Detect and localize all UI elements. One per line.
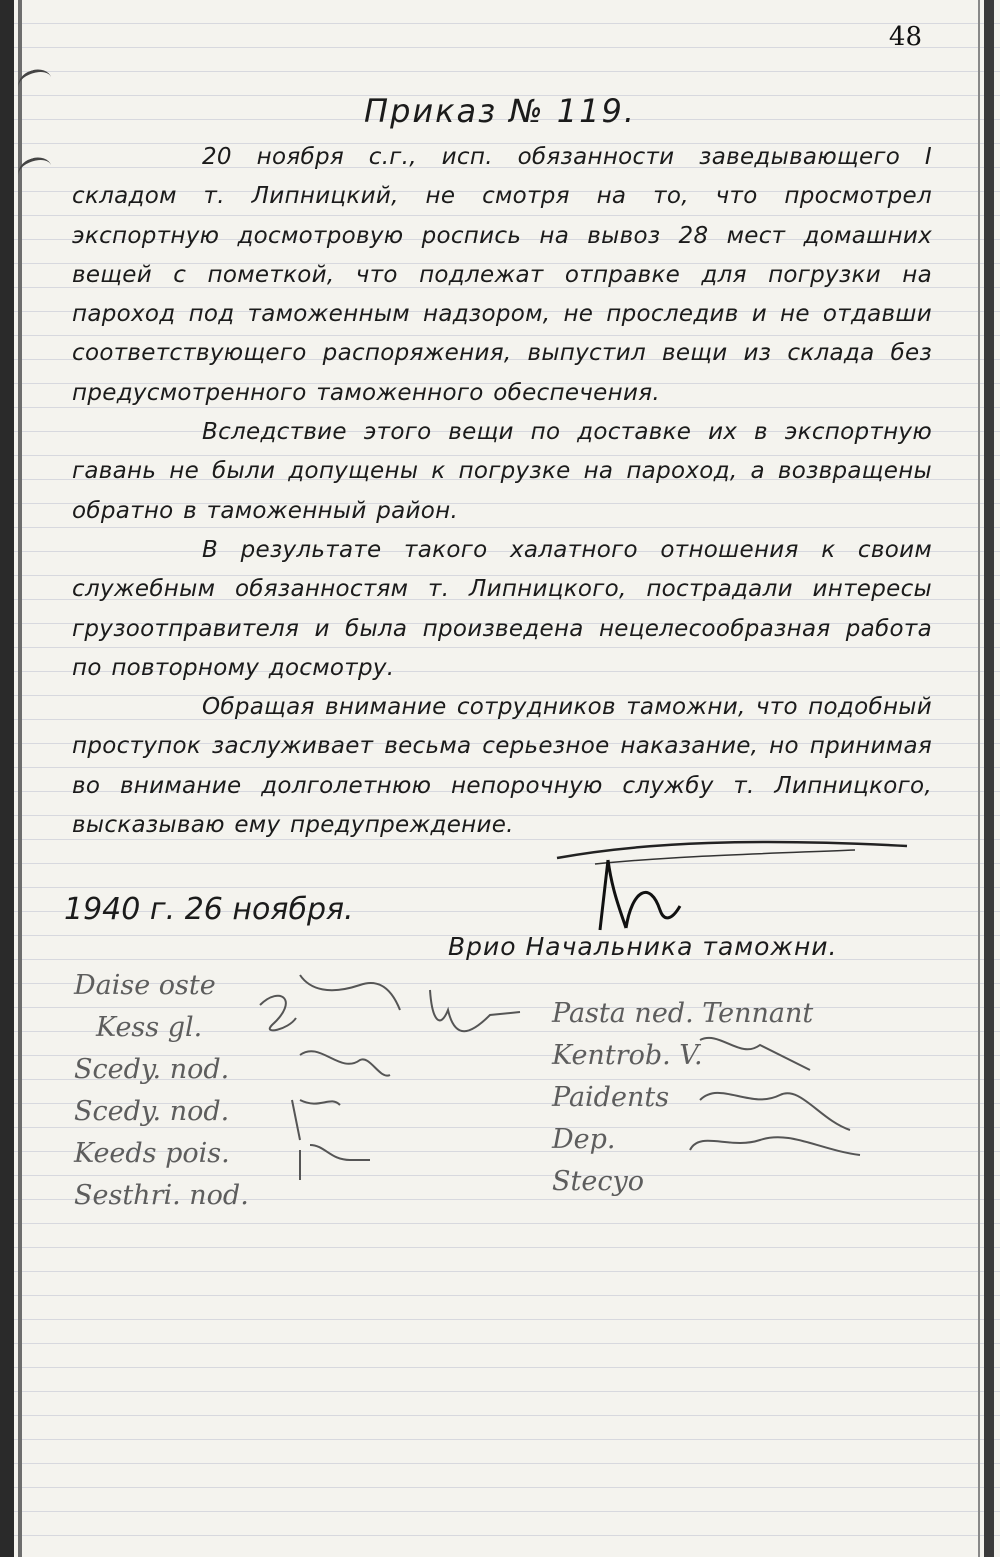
paragraph: Обращая внимание сотрудников таможни, что подобный проступок заслуживает весьма серьезное наказание, но принимая во внимание долголетнюю непорочную службу т. Липницкого, высказываю ему предупреждение. [72, 694, 932, 839]
approval-note: Kentrob. V. [552, 1040, 703, 1071]
approval-note: Scedy. nod. [74, 1096, 230, 1127]
approval-note: Pasta ned. Tennant [552, 998, 814, 1029]
approval-note: Paidents [552, 1082, 670, 1113]
approval-note: Daise oste [74, 970, 216, 1001]
right-approval-column [552, 1000, 813, 1210]
order-title: Приказ № 119. [364, 92, 636, 130]
paragraph: 20 ноября с.г., исп. обязанности заведывающего I складом т. Липницкий, не смотря на то, что просмотрел экспортную досмотровую роспись на вывоз 28 мест домашних вещей с пометкой, что подлежат отправке для погрузки на пароход под таможенным надзором, не проследив и не отдавши соответствующего распоряжения, выпустил вещи из склада без предусмотренного таможенного обеспечения. [72, 144, 932, 406]
signature-title: Врио Начальника таможни. [448, 932, 838, 961]
paragraph: Вследствие этого вещи по доставке их в экспортную гавань не были допущены к погрузке на пароход, а возвращены обратно в таможенный район. [72, 419, 932, 524]
approval-note: Sesthri. nod. [74, 1180, 249, 1211]
approval-note: Keeds pois. [74, 1138, 230, 1169]
approval-note: Dep. [552, 1124, 616, 1155]
page-number: 48 [888, 22, 922, 52]
paragraph: В результате такого халатного отношения к своим служебным обязанностям т. Липницкого, пострадали интересы грузоотправителя и была произведена нецелесообразная работа по повторному досмотру. [72, 536, 932, 681]
left-approval-column [74, 972, 249, 1224]
order-date: 1940 г. 26 ноября. [64, 892, 354, 927]
approval-note: Kess gl. [96, 1012, 203, 1043]
approval-note: Scedy. nod. [74, 1054, 230, 1085]
approval-note: Stecyo [552, 1166, 644, 1197]
